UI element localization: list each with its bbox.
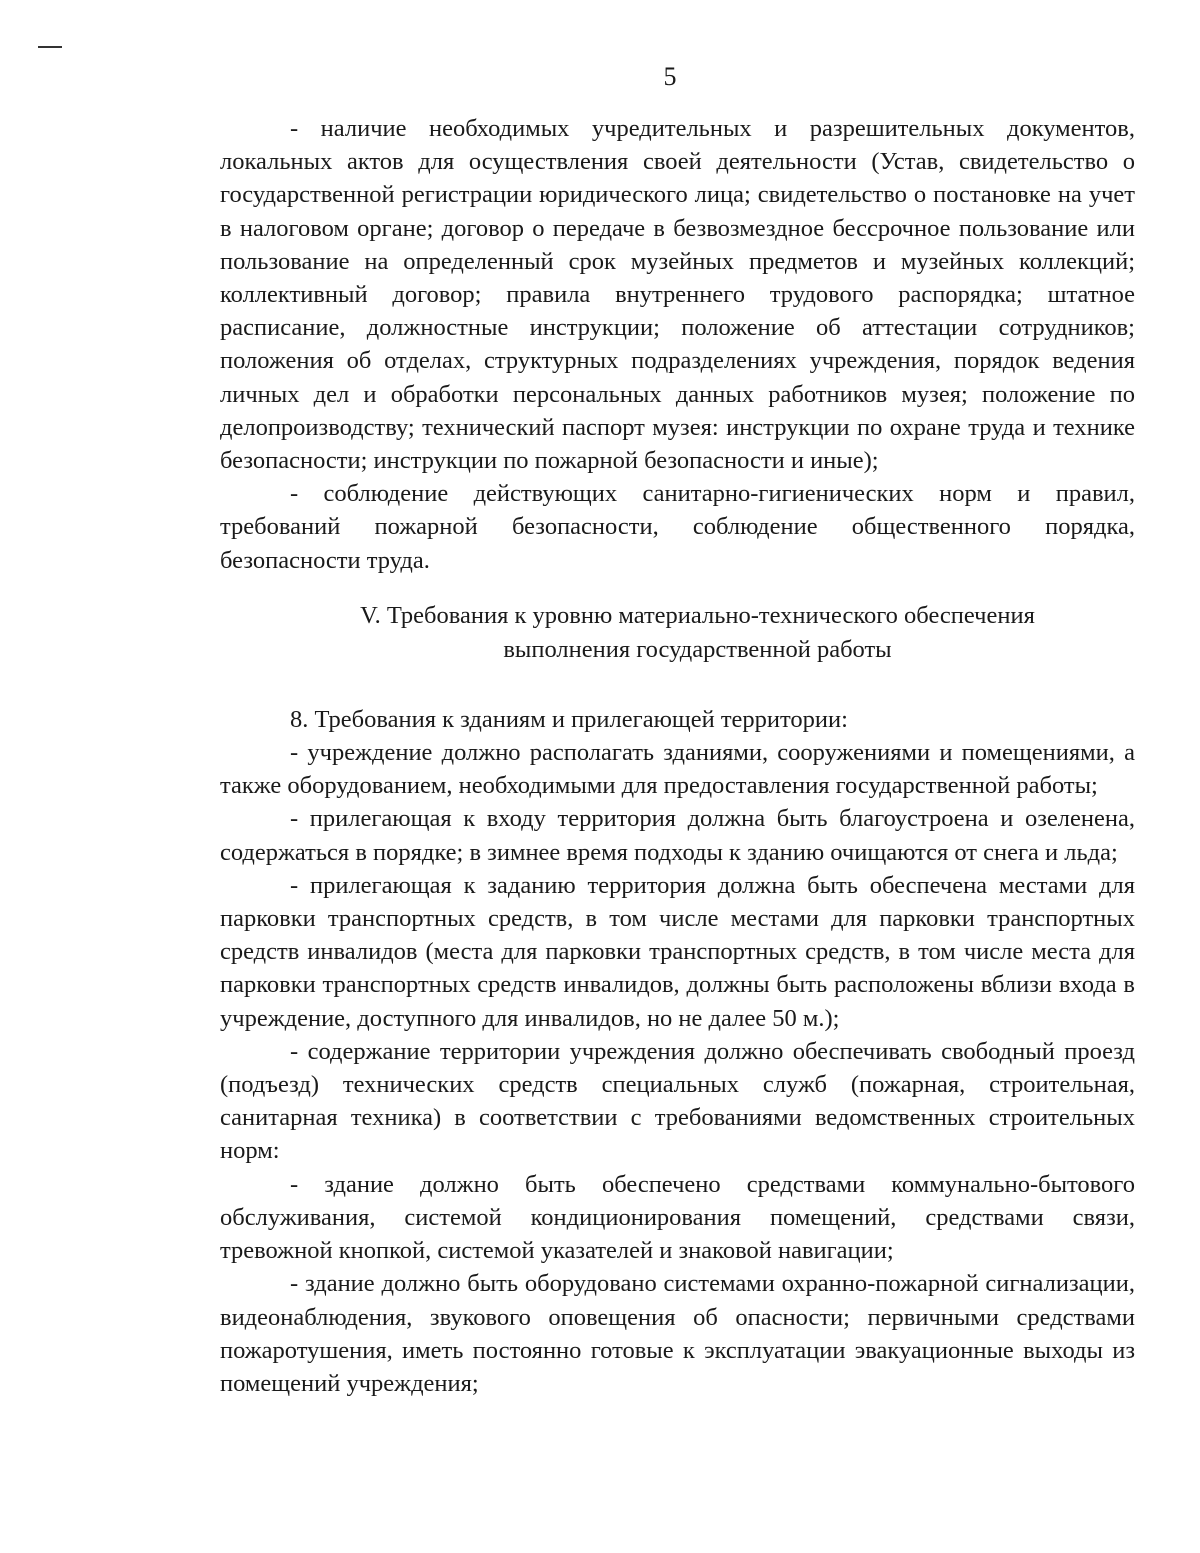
section-heading-line-2: выполнения государственной работы	[503, 635, 892, 663]
section-heading	[220, 599, 1135, 667]
page-number: 5	[663, 62, 677, 91]
list-item: - прилегающая к входу территория должна быть благоустроена и озеленена, содержаться в порядке; в зимнее время подходы к зданию очищаются от снега и льда;	[220, 805, 1135, 866]
list-item: - прилегающая к заданию территория должна быть обеспечена местами для парковки транспортных средств, в том числе местами для парковки транспортных средств инвалидов (места для парковки транспортных средств, в том числе места для парковки транспортных средств инвалидов, должны быть расположены вблизи входа в учреждение, доступного для инвалидов, но не далее 50 м.);	[220, 871, 1135, 1032]
list-item: - здание должно быть оборудовано системами охранно-пожарной сигнализации, видеонаблюдения, звукового оповещения об опасности; первичными средствами пожаротушения, иметь постоянно готовые к эксплуатации эвакуационные выходы из помещений учреждения;	[220, 1270, 1135, 1397]
list-item: - содержание территории учреждения должно обеспечивать свободный проезд (подъезд) технических средств специальных служб (пожарная, строительная, санитарная техника) в соответствии с требованиями ведомственных строительных норм:	[220, 1037, 1135, 1165]
section-8-title: 8. Требования к зданиям и прилегающей территории:	[290, 705, 848, 733]
paragraph-documents: - наличие необходимых учредительных и разрешительных документов, локальных актов для осуществления своей деятельности (Устав, свидетельство о государственной регистрации юридического лица; свидетельство о постановке на учет в налоговом органе; договор о передаче в безвозмездное бессрочное пользование или пользование на определенный срок музейных предметов и музейных коллекций; коллективный договор; правила внутреннего трудового распорядка; штатное расписание, должностные инструкции; положение об аттестации сотрудников; положения об отделах, структурных подразделениях учреждения, порядок ведения личных дел и обработки персональных данных работников музея; положение по делопроизводству; технический паспорт музея: инструкции по охране труда и технике безопасности; инструкции по пожарной безопасности и иные);	[220, 115, 1135, 475]
list-item: - здание должно быть обеспечено средствами коммунально-бытового обслуживания, системой кондиционирования помещений, средствами связи, тревожной кнопкой, системой указателей и знаковой навигации;	[220, 1170, 1135, 1265]
document-body	[220, 112, 1135, 1400]
list-item: - учреждение должно располагать зданиями, сооружениями и помещениями, а также оборудованием, необходимыми для предоставления государственной работы;	[220, 739, 1135, 800]
section-heading-line-1: V. Требования к уровню материально-технического обеспечения	[360, 601, 1035, 629]
scan-corner-mark	[38, 46, 62, 48]
paragraph-sanitary-norms: - соблюдение действующих санитарно-гигиенических норм и правил, требований пожарной безопасности, соблюдение общественного порядка, безопасности труда.	[220, 480, 1135, 574]
